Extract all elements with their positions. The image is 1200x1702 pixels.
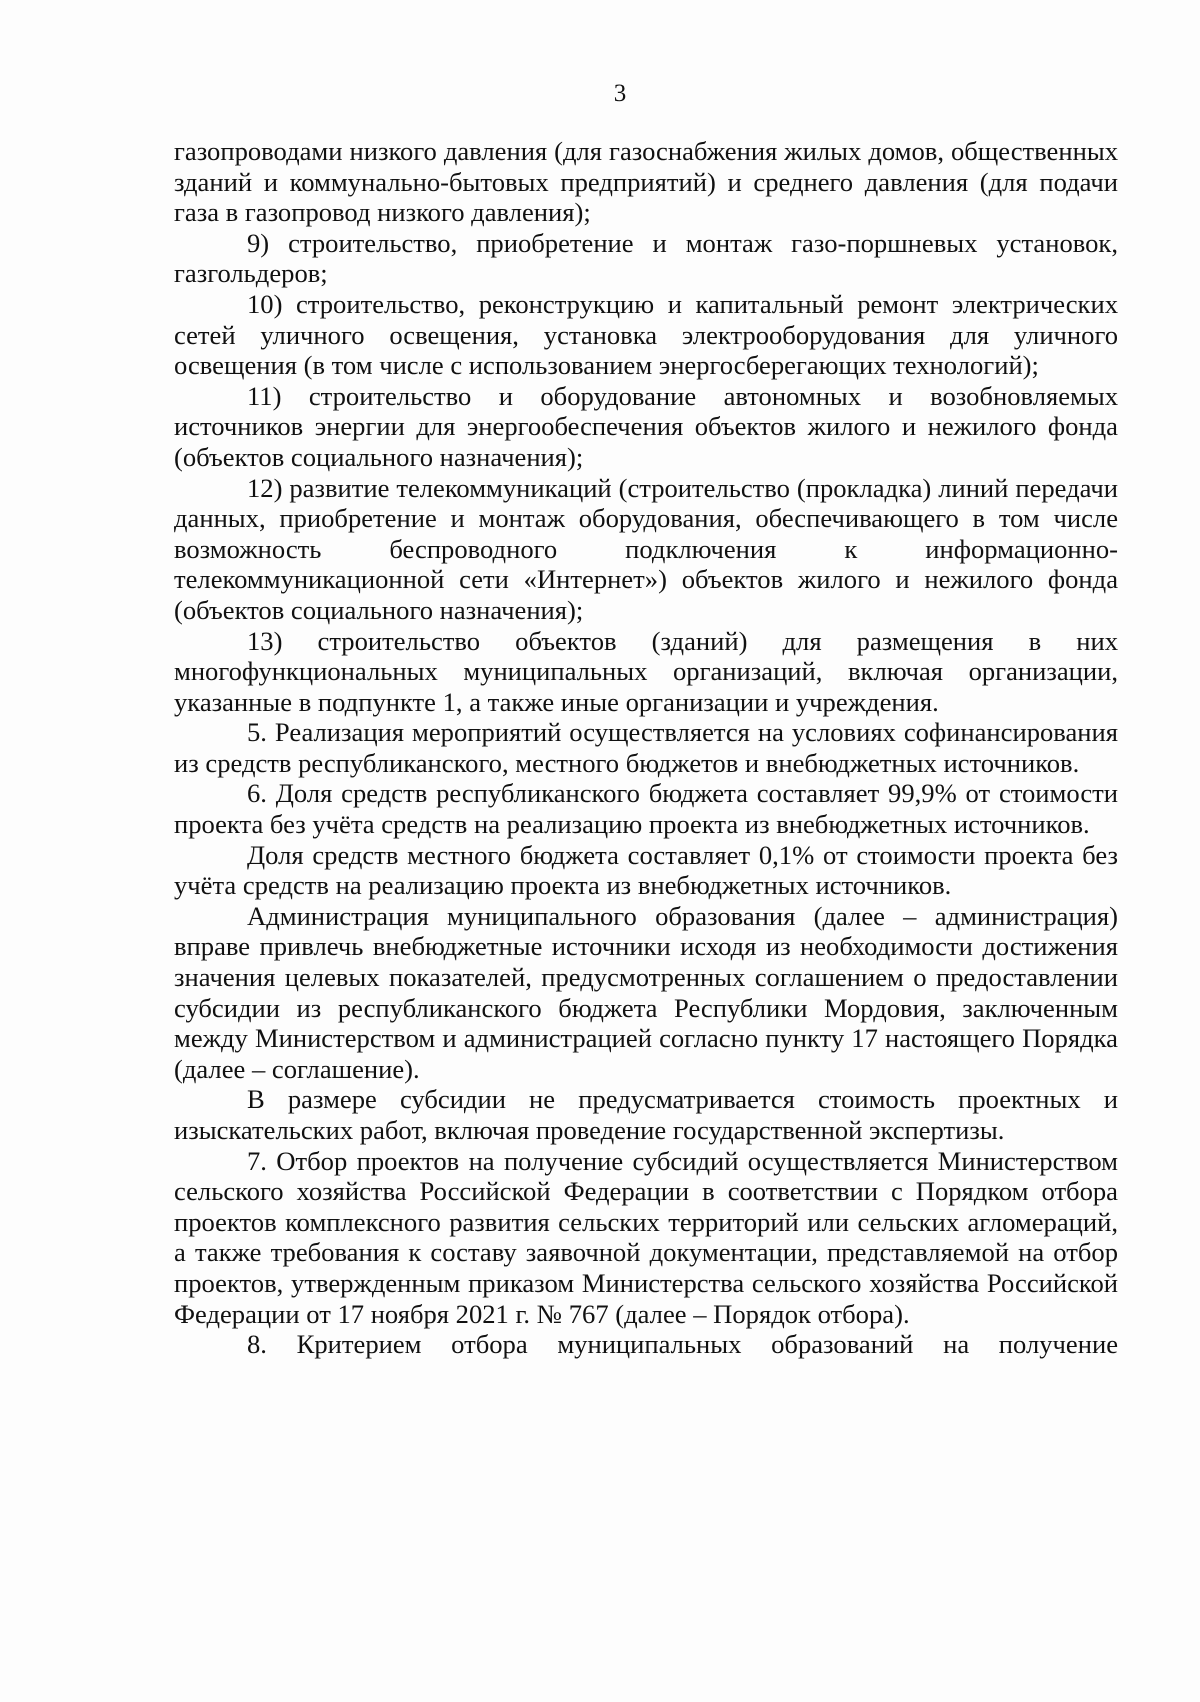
paragraph: 6. Доля средств республиканского бюджета составляет 99,9% от стоимости проекта без учёта средств на реализацию проекта из внебюджетных источников.: [174, 778, 1118, 840]
paragraph: 10) строительство, реконструкцию и капитальный ремонт электрических сетей уличного освещения, установка электрооборудования для уличного освещения (в том числе с использованием энергосберегающих технологий);: [174, 288, 1118, 381]
paragraph: газопроводами низкого давления (для газоснабжения жилых домов, общественных зданий и коммунально-бытовых предприятий) и среднего давления (для подачи газа в газопровод низкого давления);: [174, 136, 1118, 228]
paragraph: В размере субсидии не предусматривается стоимость проектных и изыскательских работ, включая проведение государственной экспертизы.: [174, 1084, 1118, 1145]
document-body: [174, 136, 1118, 1360]
paragraph: 12) развитие телекоммуникаций (строительство (прокладка) линий передачи данных, приобретение и монтаж оборудования, обеспечивающего в том числе возможность беспроводного подключения к информационно-телекоммуникационной сети «Интернет») объектов жилого и нежилого фонда (объектов социального назначения);: [174, 472, 1118, 625]
paragraph: 9) строительство, приобретение и монтаж газо-поршневых установок, газгольдеров;: [174, 227, 1118, 289]
paragraph: Доля средств местного бюджета составляет 0,1% от стоимости проекта без учёта средств на реализацию проекта из внебюджетных источников.: [174, 839, 1118, 901]
page-number: 3: [613, 80, 627, 107]
paragraph: 13) строительство объектов (зданий) для размещения в них многофункциональных муниципальных организаций, включая организации, указанные в подпункте 1, а также иные организации и учреждения.: [174, 625, 1118, 717]
paragraph: 5. Реализация мероприятий осуществляется на условиях софинансирования из средств республиканского, местного бюджетов и внебюджетных источников.: [174, 717, 1118, 778]
paragraph: 7. Отбор проектов на получение субсидий осуществляется Министерством сельского хозяйства Российской Федерации в соответствии с Порядком отбора проектов комплексного развития сельских территорий или сельских агломераций, а также требования к составу заявочной документации, представляемой на отбор проектов, утвержденным приказом Министерства сельского хозяйства Российской Федерации от 17 ноября 2021 г. № 767 (далее – Порядок отбора).: [174, 1145, 1118, 1329]
paragraph: Администрация муниципального образования (далее – администрация) вправе привлечь внебюджетные источники исходя из необходимости достижения значения целевых показателей, предусмотренных соглашением о предоставлении субсидии из республиканского бюджета Республики Мордовия, заключенным между Министерством и администрацией согласно пункту 17 настоящего Порядка (далее – соглашение).: [174, 900, 1118, 1084]
paragraph: 11) строительство и оборудование автономных и возобновляемых источников энергии для энергообеспечения объектов жилого и нежилого фонда (объектов социального назначения);: [174, 380, 1118, 472]
paragraph: 8. Критерием отбора муниципальных образований на получение: [247, 1329, 1118, 1360]
